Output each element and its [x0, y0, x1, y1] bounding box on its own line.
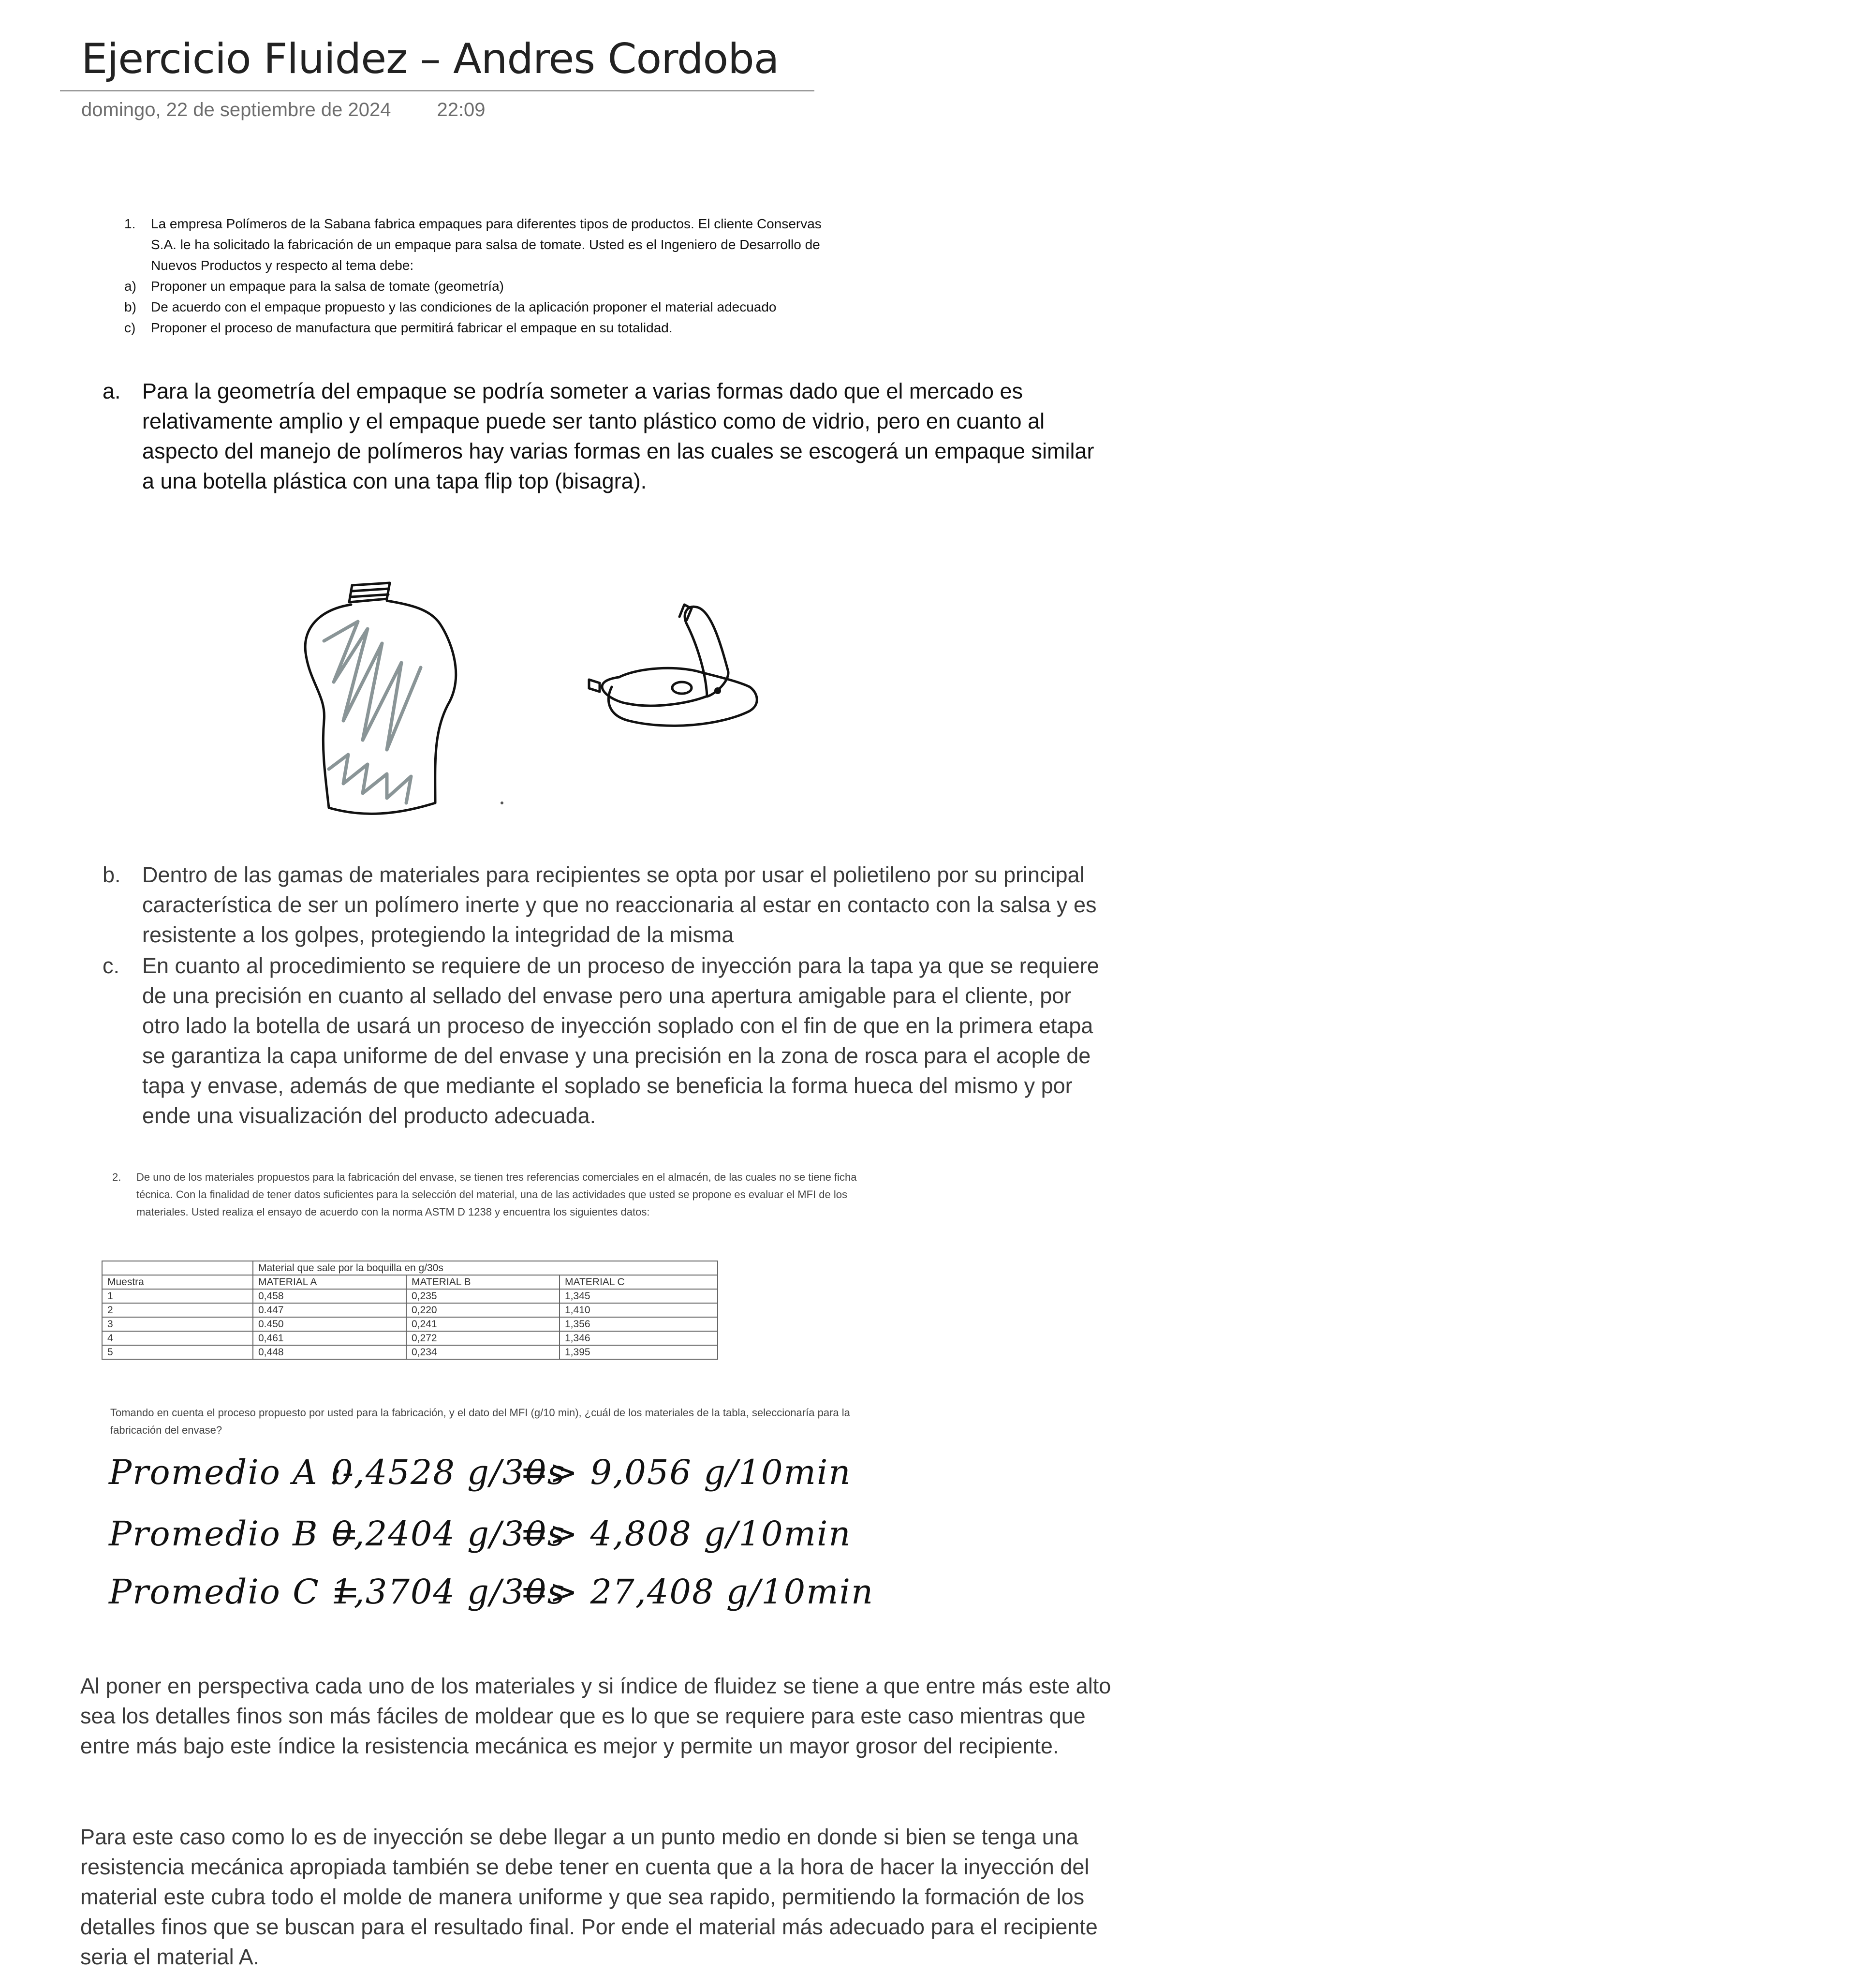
stray-dot [501, 801, 503, 804]
question-1-line: Nuevos Productos y respecto al tema debe: [151, 258, 414, 273]
flip-top-cap-drawing [589, 605, 757, 726]
handwritten-result: => 9,056 g/10min [520, 1453, 852, 1492]
answer-a-text: Para la geometría del empaque se podría someter a varias formas dado que el mercado es relativamente amplio y el empaque puede ser tanto plástico como de vidrio, pero en cuanto al aspecto del manejo de polímeros hay varias formas en las cuales se escogerá un empaque similar a una botella plástica con una tapa flip top (bisagra). [142, 379, 1094, 493]
table-header: MATERIAL B [406, 1275, 560, 1289]
question-1-line: 1. La empresa Polímeros de la Sabana fabrica empaques para diferentes tipos de productos. El cliente Conservas [124, 216, 822, 231]
answer-b-text: Dentro de las gamas de materiales para recipientes se opta por usar el polietileno por su principal característica de ser un polímero inerte y que no reaccionaria al estar en contacto con la salsa y es resistente a los golpes, protegiendo la integridad de la misma [142, 862, 1097, 947]
conclusion-paragraph-2: Para este caso como lo es de inyección se debe llegar a un punto medio en donde si bien se tenga una resistencia mecánica apropiada también se debe tener en cuenta que a la hora de hacer la inyección del material este cubra todo el molde de manera uniforme y que sea rapido, permitiendo la formación de los detalles finos que se buscan para el resultado final. Por ende el material más adecuado para el recipiente seria el material A. [80, 1825, 1098, 1969]
handwritten-label: Promedio A :- [109, 1453, 355, 1492]
answer-a [103, 376, 1109, 496]
question-2-marker: 2. [112, 1171, 121, 1183]
handwritten-line [109, 1572, 874, 1612]
question-1-line: c) Proponer el proceso de manufactura que permitirá fabricar el empaque en su totalidad. [124, 320, 673, 335]
page-time: 22:09 [437, 99, 486, 120]
handwritten-result: => 27,408 g/10min [520, 1572, 874, 1612]
handwritten-label: Promedio B = [109, 1514, 360, 1554]
handwritten-value: 1,3704 g/30s [331, 1572, 566, 1612]
question-2-closing: Tomando en cuenta el proceso propuesto por usted para la fabricación, y el dato del MFI (g/10 min), ¿cuál de los materiales de la tabla, seleccionaría para la fabricación del envase? [110, 1407, 850, 1436]
conclusion-paragraph-1: Al poner en perspectiva cada uno de los materiales y si índice de fluidez se tiene a que entre más este alto sea los detalles finos son más fáciles de moldear que es lo que se requiere para este caso mientras que entre más bajo este índice la resistencia mecánica es mejor y permite un mayor grosor del recipiente. [80, 1674, 1111, 1758]
question-1-line: a) Proponer un empaque para la salsa de tomate (geometría) [124, 279, 504, 294]
page-date: domingo, 22 de septiembre de 2024 [81, 99, 391, 120]
handwritten-result: => 4,808 g/10min [520, 1514, 852, 1554]
answer-c-marker: c. [103, 953, 120, 978]
question-1-line: S.A. le ha solicitado la fabricación de un empaque para salsa de tomate. Usted es el Ingeniero de Desarrollo de [151, 237, 820, 252]
handwritten-value: 0,2404 g/30s [331, 1514, 566, 1554]
mfi-data-table [102, 1261, 718, 1360]
table-group-header: Material que sale por la boquilla en g/30s [253, 1261, 718, 1275]
handwritten-line [109, 1514, 852, 1554]
question-2-text: De uno de los materiales propuestos para la fabricación del envase, se tienen tres referencias comerciales en el almacén, de las cuales no se tiene ficha técnica. Con la finalidad de tener datos suficientes para la selección del material, una de las actividades que usted se propone es evaluar el MFI de los materiales. Usted realiza el ensayo de acuerdo con la norma ASTM D 1238 y encuentra los siguientes datos: [136, 1171, 857, 1218]
answer-c [103, 951, 1109, 1131]
table-group-header-row [102, 1261, 718, 1275]
page-date-time [81, 99, 486, 121]
table-row: 4 0,461 0,272 1,346 [102, 1331, 718, 1345]
table-row: 5 0,448 0,234 1,395 [102, 1345, 718, 1359]
answer-b-marker: b. [103, 862, 121, 887]
table-header-row [102, 1275, 718, 1289]
table-row: 3 0.450 0,241 1,356 [102, 1317, 718, 1331]
table-row: 2 0.447 0,220 1,410 [102, 1303, 718, 1317]
handwritten-value: 0,4528 g/30s [331, 1453, 566, 1492]
question-2-intro [112, 1169, 871, 1221]
question-1-line: b) De acuerdo con el empaque propuesto y las condiciones de la aplicación proponer el material adecuado [124, 299, 777, 314]
handwritten-line [109, 1453, 852, 1492]
hinge-point [714, 687, 721, 694]
answer-b [103, 860, 1119, 950]
answer-a-marker: a. [103, 379, 121, 403]
handwritten-label: Promedio C = [109, 1572, 361, 1612]
table-header: MATERIAL A [253, 1275, 406, 1289]
table-row: 1 0,458 0,235 1,345 [102, 1289, 718, 1303]
table-header: MATERIAL C [560, 1275, 718, 1289]
title-divider [60, 90, 814, 91]
table-header: Muestra [102, 1275, 253, 1289]
package-sketch [290, 556, 774, 822]
answer-c-text: En cuanto al procedimiento se requiere de un proceso de inyección para la tapa ya que se requiere de una precisión en cuanto al sellado del envase pero una apertura amigable para el cliente, por otro lado la botella de usará un proceso de inyección soplado con el fin de que en la primera etapa se garantiza la capa uniforme de del envase y una precisión en la zona de rosca para el acople de tapa y envase, además de que mediante el soplado se beneficia la forma hueca del mismo y por ende una visualización del producto adecuada. [142, 953, 1099, 1128]
bottle-shading [324, 622, 421, 803]
page-title[interactable]: Ejercicio Fluidez – Andres Cordoba [81, 35, 779, 83]
question-1 [124, 213, 905, 338]
